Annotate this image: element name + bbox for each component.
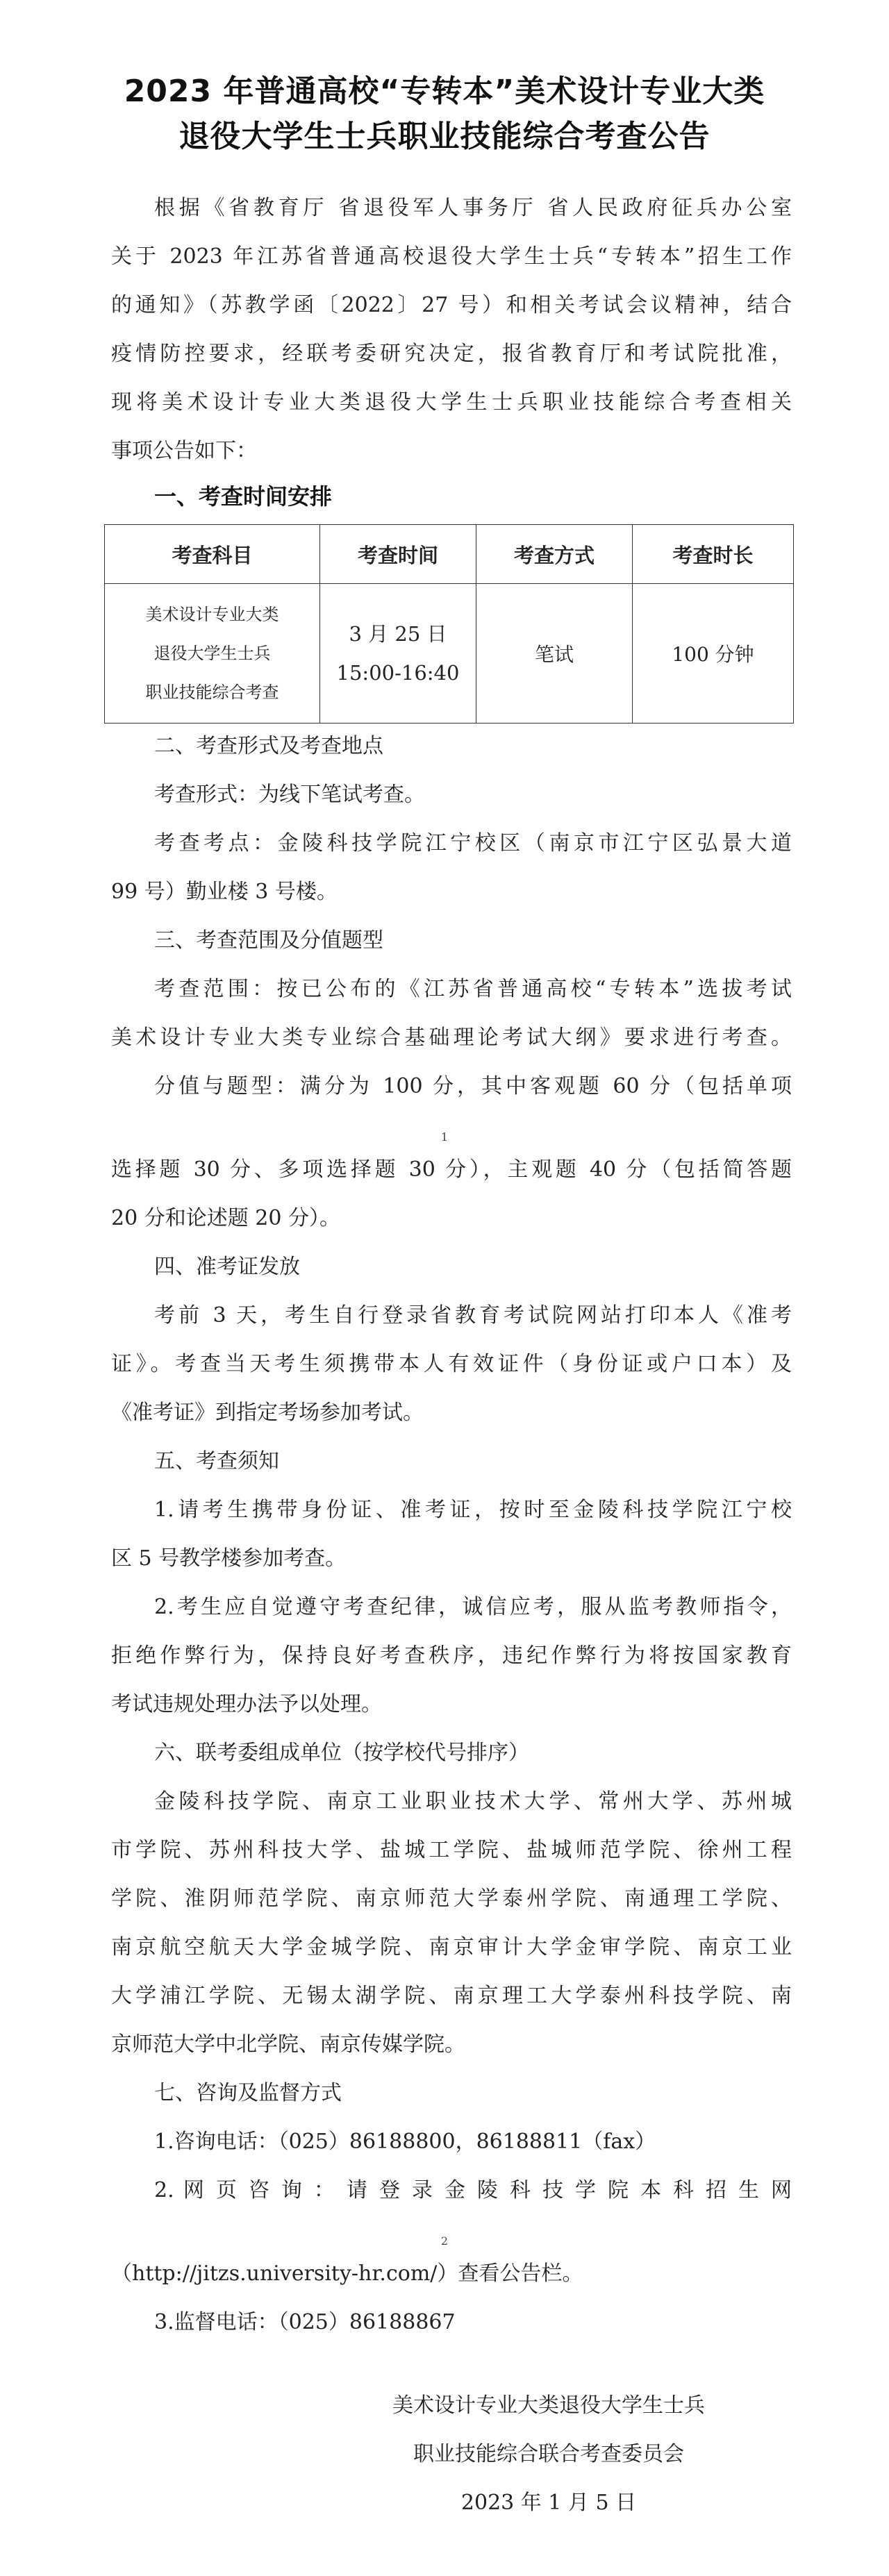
intro-line-4: 疫情防控要求，经联考委研究决定，报省教育厅和考试院批准，: [111, 342, 792, 366]
section-7-heading: 七、咨询及监督方式: [154, 2081, 342, 2105]
notice-2-line-1: 2.考生应自觉遵守考查纪律，诚信应考，服从监考教师指令，: [154, 1595, 792, 1619]
cell-method: 笔试: [476, 584, 633, 724]
exam-place-line-2: 99 号）勤业楼 3 号楼。: [111, 880, 338, 904]
members-line-2: 市学院、苏州科技大学、盐城工学院、盐城师范学院、徐州工程: [111, 1838, 792, 1862]
intro-line-6: 事项公告如下：: [111, 439, 257, 463]
members-line-4: 南京航空航天大学金城学院、南京审计大学金审学院、南京工业: [111, 1935, 792, 1959]
score-line-1: 分值与题型：满分为 100 分，其中客观题 60 分（包括单项: [154, 1074, 792, 1098]
subject-line-2: 退役大学生士兵: [153, 644, 271, 663]
table-row: [105, 584, 794, 724]
notice-2-line-3: 考试违规处理办法予以处理。: [111, 1692, 382, 1716]
members-line-5: 大学浦江学院、无锡太湖学院、南京理工大学泰州科技学院、南: [111, 1984, 792, 2008]
consult-phone: 1.咨询电话：（025）86188800，86188811（fax）: [154, 2130, 656, 2154]
section-1-heading: 一、考查时间安排: [154, 483, 333, 510]
notice-1-line-2: 区 5 号教学楼参加考查。: [111, 1546, 347, 1571]
ticket-line-1: 考前 3 天，考生自行登录省教育考试院网站打印本人《准考: [154, 1303, 792, 1328]
intro-line-3: 的通知》（苏教学函〔2022〕27 号）和相关考试会议精神，结合: [111, 293, 792, 317]
signature-org-line-2: 职业技能综合联合考查委员会: [413, 2442, 684, 2466]
title-line-2: 退役大学生士兵职业技能综合考查公告: [178, 119, 711, 154]
notice-2-line-2: 拒绝作弊行为，保持良好考查秩序，违纪作弊行为将按国家教育: [111, 1644, 792, 1668]
members-line-1: 金陵科技学院、南京工业职业技术大学、常州大学、苏州城: [154, 1789, 792, 1814]
score-line-2: 选择题 30 分、多项选择题 30 分），主观题 40 分（包括简答题: [111, 1157, 792, 1182]
section-5-heading: 五、考查须知: [154, 1449, 279, 1473]
subject-line-3: 职业技能综合考查: [145, 683, 279, 702]
score-line-3: 20 分和论述题 20 分）。: [111, 1206, 340, 1230]
intro-line-2: 关于 2023 年江苏省普通高校退役大学生士兵“专转本”招生工作: [111, 244, 792, 269]
ticket-line-3: 《准考证》到指定考场参加考试。: [111, 1400, 424, 1425]
header-duration: 考查时长: [633, 525, 794, 584]
subject-line-1: 美术设计专业大类: [145, 605, 279, 624]
exam-form: 考查形式：为线下笔试考查。: [154, 783, 425, 807]
section-6-heading: 六、联考委组成单位（按学校代号排序）: [154, 1741, 529, 1765]
scope-line-1: 考查范围：按已公布的《江苏省普通高校“专转本”选拔考试: [154, 977, 792, 1001]
web-consult-line-2: （http://jitzs.university-hr.com/）查看公告栏。: [111, 2261, 583, 2286]
members-line-6: 京师范大学中北学院、南京传媒学院。: [111, 2032, 465, 2057]
exam-place-line-1: 考查考点：金陵科技学院江宁校区（南京市江宁区弘景大道: [154, 831, 792, 855]
header-time: 考查时间: [320, 525, 476, 584]
ticket-line-2: 证》。考查当天考生须携带本人有效证件（身份证或户口本）及: [111, 1352, 792, 1376]
section-3-heading: 三、考查范围及分值题型: [154, 928, 383, 953]
cell-subject: [105, 584, 320, 724]
table-header-row: [105, 525, 794, 584]
cell-time: [320, 584, 476, 724]
section-2-heading: 二、考查形式及考查地点: [154, 734, 383, 758]
page-number-1: 1: [440, 1130, 449, 1144]
members-line-3: 学院、淮阴师范学院、南京师范大学泰州学院、南通理工学院、: [111, 1887, 792, 1911]
intro-line-5: 现将美术设计专业大类退役大学生士兵职业技能综合考查相关: [111, 390, 792, 415]
schedule-table: [104, 524, 794, 724]
notice-1-line-1: 1.请考生携带身份证、准考证，按时至金陵科技学院江宁校: [154, 1498, 792, 1522]
header-subject: 考查科目: [105, 525, 320, 584]
header-method: 考查方式: [476, 525, 633, 584]
supervise-phone: 3.监督电话：（025）86188867: [154, 2310, 456, 2334]
web-consult-line-1: 2. 网 页 咨 询 ： 请 登 录 金 陵 科 技 学 院 本 科 招 生 网: [154, 2178, 792, 2202]
signature-org-line-1: 美术设计专业大类退役大学生士兵: [392, 2393, 705, 2418]
exam-date: 3 月 25 日: [349, 622, 447, 646]
section-4-heading: 四、准考证发放: [154, 1255, 300, 1279]
exam-time: 15:00-16:40: [336, 661, 460, 685]
page-number-2: 2: [440, 2234, 449, 2248]
signature-date: 2023 年 1 月 5 日: [460, 2491, 637, 2515]
title-line-1: 2023 年普通高校“专转本”美术设计专业大类: [124, 74, 765, 109]
intro-line-1: 根据《省教育厅 省退役军人事务厅 省人民政府征兵办公室: [154, 196, 792, 220]
cell-duration: 100 分钟: [633, 584, 794, 724]
scope-line-2: 美术设计专业大类专业综合基础理论考试大纲》要求进行考查。: [111, 1026, 792, 1050]
